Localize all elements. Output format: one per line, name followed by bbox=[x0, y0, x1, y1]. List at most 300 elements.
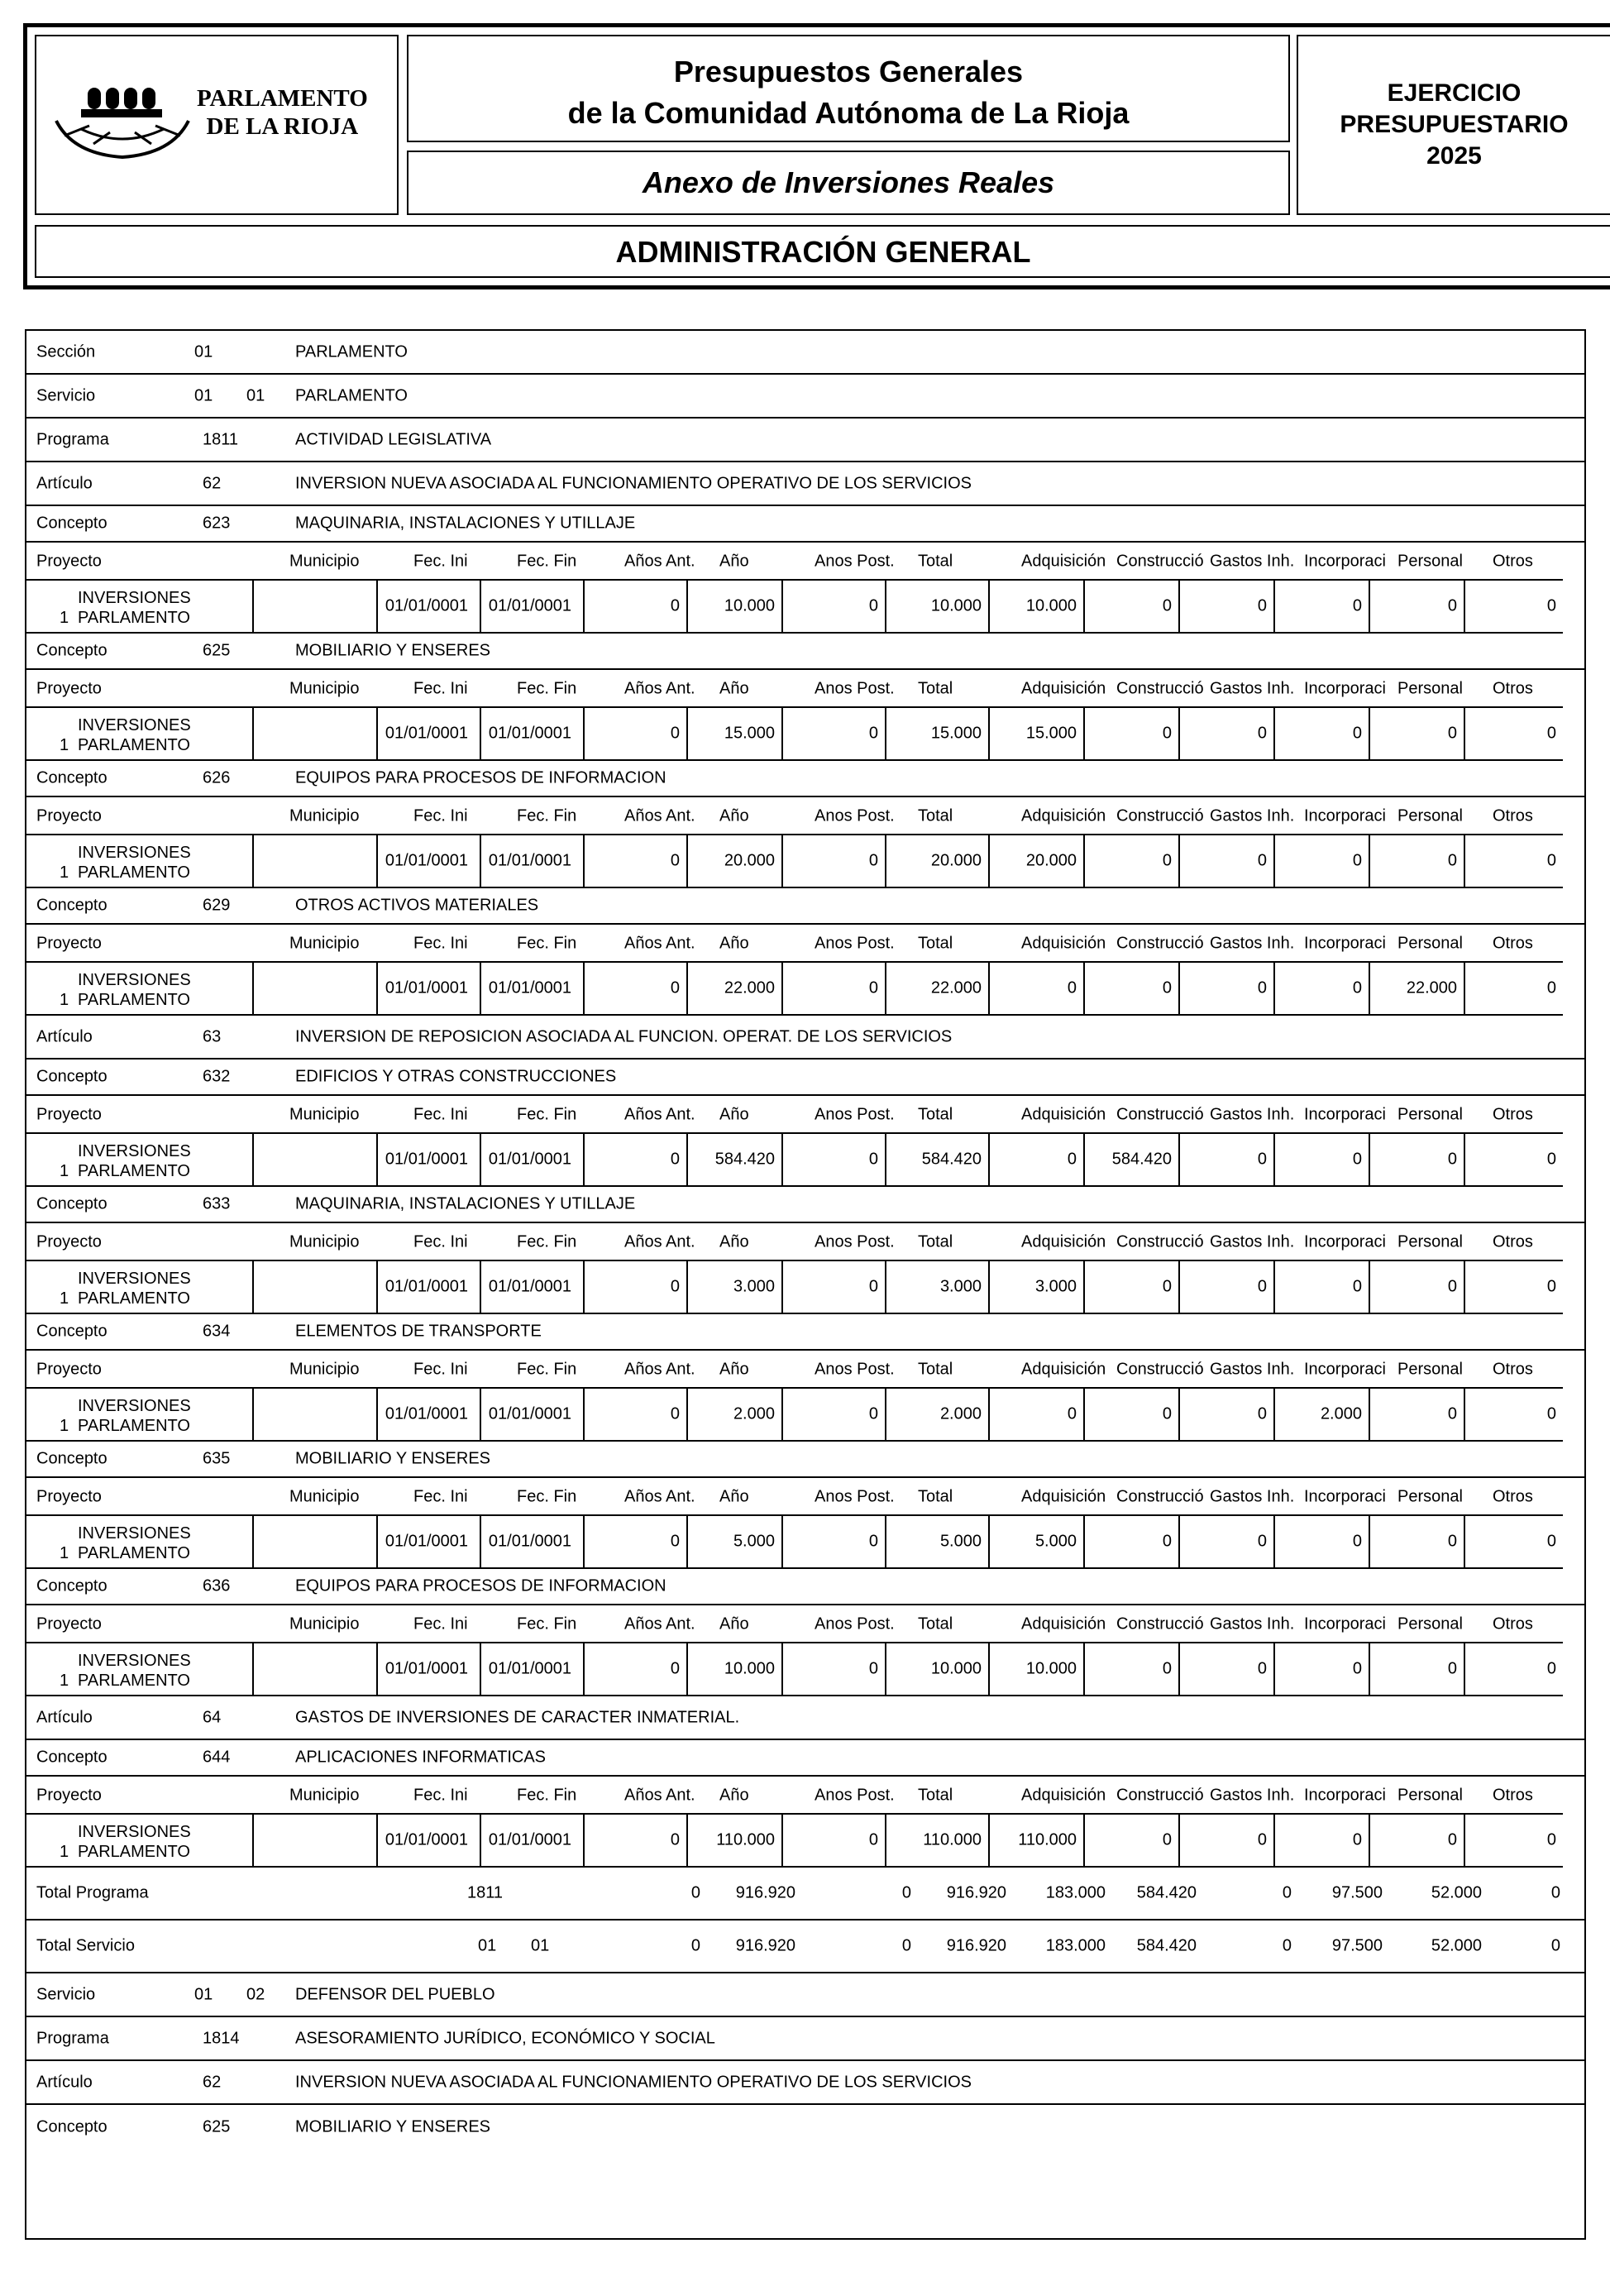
title-line2: de la Comunidad Autónoma de La Rioja bbox=[567, 96, 1130, 130]
cell-anos-post bbox=[781, 579, 886, 634]
value-anos-post: 0 bbox=[868, 1277, 878, 1296]
concepto-row-name: APLICACIONES INFORMATICAS bbox=[295, 1748, 547, 1767]
cell-personal bbox=[1369, 579, 1465, 634]
value-anos-ant: 0 bbox=[670, 1404, 680, 1423]
cell-fec-fin bbox=[480, 834, 585, 888]
concepto-row-label: Concepto bbox=[36, 1748, 107, 1767]
concepto-row bbox=[25, 634, 1586, 670]
cell-otros bbox=[1464, 961, 1563, 1016]
value-gastos-inh: 0 bbox=[1257, 1404, 1267, 1423]
column-header: Otros bbox=[1493, 1105, 1533, 1124]
cell-total bbox=[885, 579, 990, 634]
value-fec-ini: 01/01/0001 bbox=[385, 1150, 468, 1169]
servicio2-row-label: Servicio bbox=[36, 1985, 96, 2003]
column-header: Construcció bbox=[1116, 679, 1204, 698]
cell-construccion bbox=[1083, 1514, 1180, 1569]
project-name-line2: PARLAMENTO bbox=[78, 1843, 190, 1861]
project-name-line2: PARLAMENTO bbox=[78, 991, 190, 1009]
column-header: Otros bbox=[1493, 1786, 1533, 1805]
programa2-row-label: Programa bbox=[36, 2029, 109, 2047]
value-anos-ant: 0 bbox=[670, 1830, 680, 1849]
column-header: Personal bbox=[1397, 934, 1463, 953]
concepto-row-code: 636 bbox=[203, 1576, 231, 1595]
column-header: Personal bbox=[1397, 1487, 1463, 1506]
project-name-cell bbox=[25, 579, 254, 634]
cell-otros bbox=[1464, 1642, 1563, 1696]
value-adquisicion: 10.000 bbox=[1025, 596, 1077, 615]
column-header: Proyecto bbox=[36, 1786, 102, 1805]
cell-fec-fin bbox=[480, 961, 585, 1016]
column-header: Adquisición bbox=[1021, 1487, 1106, 1506]
value-fec-ini: 01/01/0001 bbox=[385, 978, 468, 997]
column-header: Fec. Fin bbox=[517, 1360, 577, 1379]
value-otros: 0 bbox=[1546, 1404, 1556, 1423]
column-header: Total bbox=[918, 1487, 953, 1506]
column-header: Fec. Ini bbox=[413, 806, 468, 825]
project-number: 1 bbox=[60, 736, 69, 754]
column-header: Otros bbox=[1493, 806, 1533, 825]
value-adquisicion: 5.000 bbox=[1034, 1532, 1077, 1551]
servicio-row-code: 01 bbox=[246, 386, 265, 404]
value-adquisicion: 15.000 bbox=[1025, 724, 1077, 743]
cell-otros bbox=[1464, 1514, 1563, 1569]
column-header: Año bbox=[719, 1786, 749, 1805]
cell-anos-post bbox=[781, 1642, 886, 1696]
year-line1: EJERCICIO bbox=[1387, 79, 1522, 107]
total-programa-row-anos_ant: 0 bbox=[690, 1883, 700, 1902]
cell-fec-fin bbox=[480, 1813, 585, 1868]
cell-adquisicion bbox=[988, 1813, 1085, 1868]
column-header: Fec. Fin bbox=[517, 1105, 577, 1124]
cell-municipio bbox=[252, 834, 378, 888]
concepto-row-code: 632 bbox=[203, 1067, 231, 1086]
column-header: Personal bbox=[1397, 552, 1463, 571]
column-header: Otros bbox=[1493, 1232, 1533, 1251]
admin-title: ADMINISTRACIÓN GENERAL bbox=[35, 225, 1610, 278]
cell-anos-ant bbox=[583, 706, 688, 761]
column-header: Gastos Inh. bbox=[1210, 679, 1295, 698]
cell-personal bbox=[1369, 1813, 1465, 1868]
project-name-line2: PARLAMENTO bbox=[78, 609, 190, 627]
cell-personal bbox=[1369, 961, 1465, 1016]
concepto-row-name: EQUIPOS PARA PROCESOS DE INFORMACION bbox=[295, 1576, 666, 1595]
column-header: Municipio bbox=[289, 806, 360, 825]
value-anos-post: 0 bbox=[868, 724, 878, 743]
concepto-row-label: Concepto bbox=[36, 641, 107, 660]
value-anos-ant: 0 bbox=[670, 1532, 680, 1551]
cell-gastos-inh bbox=[1178, 579, 1275, 634]
cell-total bbox=[885, 1387, 990, 1442]
total-servicio-row-personal: 52.000 bbox=[1431, 1936, 1482, 1955]
cell-personal bbox=[1369, 834, 1465, 888]
value-incorporacion: 0 bbox=[1352, 1830, 1362, 1849]
value-construccion: 0 bbox=[1162, 1659, 1172, 1678]
cell-fec-ini bbox=[376, 1387, 481, 1442]
cell-incorporacion bbox=[1273, 961, 1370, 1016]
value-personal: 0 bbox=[1447, 724, 1457, 743]
year-line2: PRESUPUESTARIO bbox=[1340, 111, 1569, 138]
value-anos-ant: 0 bbox=[670, 978, 680, 997]
project-name-line2: PARLAMENTO bbox=[78, 1417, 190, 1435]
value-fec-fin: 01/01/0001 bbox=[488, 978, 571, 997]
cell-personal bbox=[1369, 1132, 1465, 1187]
value-personal: 0 bbox=[1447, 851, 1457, 870]
column-header: Municipio bbox=[289, 1786, 360, 1805]
value-gastos-inh: 0 bbox=[1257, 851, 1267, 870]
value-adquisicion: 0 bbox=[1067, 978, 1077, 997]
column-header: Construcció bbox=[1116, 1360, 1204, 1379]
total-programa-row-construccion: 584.420 bbox=[1136, 1883, 1197, 1902]
cell-incorporacion bbox=[1273, 706, 1370, 761]
total-programa-row-anos_post: 0 bbox=[901, 1883, 911, 1902]
project-name-line1: INVERSIONES bbox=[78, 1823, 191, 1841]
articulo-row bbox=[25, 1016, 1586, 1060]
value-incorporacion: 0 bbox=[1352, 1532, 1362, 1551]
cell-municipio bbox=[252, 1260, 378, 1314]
column-header: Proyecto bbox=[36, 1614, 102, 1634]
value-incorporacion: 0 bbox=[1352, 1150, 1362, 1169]
value-fec-fin: 01/01/0001 bbox=[488, 851, 571, 870]
column-header-row bbox=[25, 797, 1586, 835]
value-total: 10.000 bbox=[930, 596, 982, 615]
value-total: 15.000 bbox=[930, 724, 982, 743]
title-box bbox=[407, 35, 1290, 142]
cell-adquisicion bbox=[988, 706, 1085, 761]
total-programa-row bbox=[25, 1868, 1586, 1921]
value-total: 10.000 bbox=[930, 1659, 982, 1678]
column-header: Gastos Inh. bbox=[1210, 552, 1295, 571]
fiscal-year-box bbox=[1297, 35, 1610, 215]
project-name-cell bbox=[25, 1387, 254, 1442]
value-anos-post: 0 bbox=[868, 1150, 878, 1169]
column-header: Adquisición bbox=[1021, 1614, 1106, 1634]
column-header: Proyecto bbox=[36, 1105, 102, 1124]
cell-adquisicion bbox=[988, 1132, 1085, 1187]
cell-gastos-inh bbox=[1178, 706, 1275, 761]
concepto-row bbox=[25, 761, 1586, 797]
project-name-cell bbox=[25, 834, 254, 888]
value-incorporacion: 0 bbox=[1352, 978, 1362, 997]
column-header: Incorporaci bbox=[1304, 1232, 1386, 1251]
column-header: Personal bbox=[1397, 679, 1463, 698]
column-header: Fec. Fin bbox=[517, 1786, 577, 1805]
total-programa-row-ano: 916.920 bbox=[735, 1883, 795, 1902]
cell-total bbox=[885, 834, 990, 888]
total-servicio-row-construccion: 584.420 bbox=[1136, 1936, 1197, 1955]
column-header: Años Ant. bbox=[624, 1487, 695, 1506]
value-anos-ant: 0 bbox=[670, 1659, 680, 1678]
column-header: Construcció bbox=[1116, 552, 1204, 571]
column-header: Gastos Inh. bbox=[1210, 1614, 1295, 1634]
column-header: Otros bbox=[1493, 1360, 1533, 1379]
column-header: Municipio bbox=[289, 1360, 360, 1379]
servicio2-row-name: DEFENSOR DEL PUEBLO bbox=[295, 1985, 495, 2003]
articulo-row-code: 63 bbox=[203, 1027, 222, 1045]
concepto-row-code: 635 bbox=[203, 1449, 231, 1468]
servicio-row-name: PARLAMENTO bbox=[295, 386, 408, 404]
cell-construccion bbox=[1083, 1642, 1180, 1696]
cell-anos-ant bbox=[583, 579, 688, 634]
cell-ano bbox=[686, 961, 783, 1016]
cell-incorporacion bbox=[1273, 1132, 1370, 1187]
column-header: Incorporaci bbox=[1304, 1360, 1386, 1379]
column-header: Total bbox=[918, 1786, 953, 1805]
value-otros: 0 bbox=[1546, 1277, 1556, 1296]
total-servicio-row-anos_ant: 0 bbox=[690, 1936, 700, 1955]
value-total: 110.000 bbox=[923, 1830, 982, 1849]
cell-anos-ant bbox=[583, 1260, 688, 1314]
value-fec-fin: 01/01/0001 bbox=[488, 1532, 571, 1551]
column-header: Año bbox=[719, 679, 749, 698]
cell-incorporacion bbox=[1273, 1514, 1370, 1569]
concepto-row bbox=[25, 1060, 1586, 1096]
value-anos-post: 0 bbox=[868, 1404, 878, 1423]
cell-otros bbox=[1464, 1387, 1563, 1442]
column-header: Gastos Inh. bbox=[1210, 806, 1295, 825]
value-gastos-inh: 0 bbox=[1257, 1532, 1267, 1551]
articulo2-row-name: INVERSION NUEVA ASOCIADA AL FUNCIONAMIENTO OPERATIVO DE LOS SERVICIOS bbox=[295, 2073, 972, 2091]
logo-text-line2: DE LA RIOJA bbox=[206, 113, 359, 140]
value-adquisicion: 20.000 bbox=[1025, 851, 1077, 870]
value-anos-post: 0 bbox=[868, 978, 878, 997]
column-header: Total bbox=[918, 679, 953, 698]
cell-anos-ant bbox=[583, 1642, 688, 1696]
cell-fec-fin bbox=[480, 1132, 585, 1187]
column-header: Año bbox=[719, 1105, 749, 1124]
project-name-line2: PARLAMENTO bbox=[78, 736, 190, 754]
column-header: Total bbox=[918, 1105, 953, 1124]
value-ano: 22.000 bbox=[724, 978, 775, 997]
cell-personal bbox=[1369, 706, 1465, 761]
column-header: Gastos Inh. bbox=[1210, 1360, 1295, 1379]
total-servicio-row-incorporacion: 97.500 bbox=[1331, 1936, 1383, 1955]
value-otros: 0 bbox=[1546, 1830, 1556, 1849]
column-header: Municipio bbox=[289, 679, 360, 698]
cell-municipio bbox=[252, 961, 378, 1016]
concepto-row-name: OTROS ACTIVOS MATERIALES bbox=[295, 896, 539, 915]
column-header: Anos Post. bbox=[815, 1614, 895, 1634]
concepto-row-label: Concepto bbox=[36, 1449, 107, 1468]
column-header: Personal bbox=[1397, 1614, 1463, 1634]
cell-incorporacion bbox=[1273, 834, 1370, 888]
value-total: 3.000 bbox=[939, 1277, 982, 1296]
cell-total bbox=[885, 706, 990, 761]
articulo-row-code: 64 bbox=[203, 1708, 222, 1726]
column-header: Construcció bbox=[1116, 934, 1204, 953]
value-gastos-inh: 0 bbox=[1257, 978, 1267, 997]
total-programa-row-adquisicion: 183.000 bbox=[1045, 1883, 1106, 1902]
column-header: Adquisición bbox=[1021, 1105, 1106, 1124]
value-anos-ant: 0 bbox=[670, 724, 680, 743]
cell-adquisicion bbox=[988, 1260, 1085, 1314]
total-programa-row-personal: 52.000 bbox=[1431, 1883, 1482, 1902]
column-header: Proyecto bbox=[36, 806, 102, 825]
project-name-cell bbox=[25, 1260, 254, 1314]
column-header: Proyecto bbox=[36, 679, 102, 698]
project-name-line2: PARLAMENTO bbox=[78, 863, 190, 882]
cell-gastos-inh bbox=[1178, 1813, 1275, 1868]
concepto-row-name: ELEMENTOS DE TRANSPORTE bbox=[295, 1322, 542, 1341]
concepto-row bbox=[25, 1314, 1586, 1351]
column-header: Años Ant. bbox=[624, 1105, 695, 1124]
value-gastos-inh: 0 bbox=[1257, 1150, 1267, 1169]
column-header: Incorporaci bbox=[1304, 1487, 1386, 1506]
cell-otros bbox=[1464, 1132, 1563, 1187]
cell-total bbox=[885, 1642, 990, 1696]
title-line1: Presupuestos Generales bbox=[673, 55, 1024, 88]
cell-total bbox=[885, 1260, 990, 1314]
column-header: Año bbox=[719, 934, 749, 953]
value-anos-ant: 0 bbox=[670, 1277, 680, 1296]
concepto-row bbox=[25, 888, 1586, 925]
project-number: 1 bbox=[60, 1672, 69, 1690]
column-header: Año bbox=[719, 552, 749, 571]
column-header: Municipio bbox=[289, 1614, 360, 1634]
column-header: Municipio bbox=[289, 934, 360, 953]
cell-fec-fin bbox=[480, 1514, 585, 1569]
cell-fec-fin bbox=[480, 1387, 585, 1442]
concepto-row-code: 625 bbox=[203, 641, 231, 660]
column-header: Construcció bbox=[1116, 1614, 1204, 1634]
column-header: Fec. Fin bbox=[517, 679, 577, 698]
project-name-line1: INVERSIONES bbox=[78, 1652, 191, 1670]
cell-ano bbox=[686, 1514, 783, 1569]
column-header: Municipio bbox=[289, 552, 360, 571]
concepto-row-code: 626 bbox=[203, 768, 231, 787]
cell-gastos-inh bbox=[1178, 1260, 1275, 1314]
column-header-row bbox=[25, 1223, 1586, 1261]
cell-anos-post bbox=[781, 961, 886, 1016]
value-ano: 584.420 bbox=[714, 1150, 775, 1169]
total-servicio-row-label: Total Servicio bbox=[36, 1936, 135, 1955]
value-ano: 10.000 bbox=[724, 596, 775, 615]
value-anos-post: 0 bbox=[868, 851, 878, 870]
value-total: 584.420 bbox=[921, 1150, 982, 1169]
programa-row-label: Programa bbox=[36, 430, 109, 448]
value-fec-ini: 01/01/0001 bbox=[385, 1659, 468, 1678]
concepto-row-code: 629 bbox=[203, 896, 231, 915]
column-header: Adquisición bbox=[1021, 1360, 1106, 1379]
concepto-row-label: Concepto bbox=[36, 514, 107, 533]
concepto-row-label: Concepto bbox=[36, 1322, 107, 1341]
cell-personal bbox=[1369, 1514, 1465, 1569]
value-total: 5.000 bbox=[939, 1532, 982, 1551]
project-number: 1 bbox=[60, 991, 69, 1009]
value-fec-fin: 01/01/0001 bbox=[488, 596, 571, 615]
concepto-row-label: Concepto bbox=[36, 768, 107, 787]
value-total: 22.000 bbox=[930, 978, 982, 997]
total-programa-row-label: Total Programa bbox=[36, 1883, 149, 1902]
value-otros: 0 bbox=[1546, 596, 1556, 615]
cell-ano bbox=[686, 1260, 783, 1314]
cell-municipio bbox=[252, 1387, 378, 1442]
project-number: 1 bbox=[60, 609, 69, 627]
value-fec-ini: 01/01/0001 bbox=[385, 596, 468, 615]
column-header: Fec. Fin bbox=[517, 1232, 577, 1251]
servicio-row-code: 01 bbox=[194, 386, 213, 404]
column-header: Anos Post. bbox=[815, 1360, 895, 1379]
cell-fec-ini bbox=[376, 1813, 481, 1868]
concepto-row-name: EDIFICIOS Y OTRAS CONSTRUCCIONES bbox=[295, 1067, 617, 1086]
servicio2-row-code: 02 bbox=[246, 1985, 265, 2003]
column-header: Fec. Ini bbox=[413, 1487, 468, 1506]
value-adquisicion: 0 bbox=[1067, 1150, 1077, 1169]
concepto-row-code: 644 bbox=[203, 1748, 231, 1767]
value-personal: 0 bbox=[1447, 1277, 1457, 1296]
column-header: Fec. Ini bbox=[413, 1614, 468, 1634]
project-name-line1: INVERSIONES bbox=[78, 971, 191, 989]
column-header: Otros bbox=[1493, 934, 1533, 953]
value-anos-ant: 0 bbox=[670, 851, 680, 870]
column-header: Gastos Inh. bbox=[1210, 1232, 1295, 1251]
column-header: Municipio bbox=[289, 1232, 360, 1251]
cell-otros bbox=[1464, 834, 1563, 888]
column-header: Año bbox=[719, 1232, 749, 1251]
value-anos-post: 0 bbox=[868, 1659, 878, 1678]
project-name-line1: INVERSIONES bbox=[78, 716, 191, 734]
total-programa-row-code: 1811 bbox=[467, 1883, 504, 1902]
value-fec-ini: 01/01/0001 bbox=[385, 1277, 468, 1296]
concepto2-row bbox=[25, 2105, 1586, 2149]
cell-adquisicion bbox=[988, 1387, 1085, 1442]
cell-total bbox=[885, 961, 990, 1016]
cell-fec-ini bbox=[376, 1260, 481, 1314]
value-gastos-inh: 0 bbox=[1257, 596, 1267, 615]
cell-fec-ini bbox=[376, 1514, 481, 1569]
cell-adquisicion bbox=[988, 1642, 1085, 1696]
cell-anos-ant bbox=[583, 1514, 688, 1569]
column-header: Años Ant. bbox=[624, 552, 695, 571]
project-number: 1 bbox=[60, 1162, 69, 1180]
total-servicio-row-ano: 916.920 bbox=[735, 1936, 795, 1955]
value-fec-fin: 01/01/0001 bbox=[488, 724, 571, 743]
column-header-row bbox=[25, 1478, 1586, 1516]
column-header: Fec. Ini bbox=[413, 1232, 468, 1251]
value-incorporacion: 0 bbox=[1352, 1277, 1362, 1296]
column-header: Proyecto bbox=[36, 934, 102, 953]
servicio2-row-code: 01 bbox=[194, 1985, 213, 2003]
column-header: Total bbox=[918, 806, 953, 825]
cell-anos-ant bbox=[583, 834, 688, 888]
articulo-row bbox=[25, 462, 1586, 506]
column-header: Gastos Inh. bbox=[1210, 1786, 1295, 1805]
value-fec-ini: 01/01/0001 bbox=[385, 724, 468, 743]
concepto-row bbox=[25, 1740, 1586, 1777]
cell-fec-fin bbox=[480, 1642, 585, 1696]
cell-total bbox=[885, 1813, 990, 1868]
column-header: Otros bbox=[1493, 679, 1533, 698]
total-servicio-row-otros: 0 bbox=[1550, 1936, 1560, 1955]
value-fec-ini: 01/01/0001 bbox=[385, 1532, 468, 1551]
programa-row-code: 1811 bbox=[203, 430, 239, 448]
cell-anos-post bbox=[781, 1132, 886, 1187]
subtitle: Anexo de Inversiones Reales bbox=[407, 151, 1290, 215]
programa2-row bbox=[25, 2017, 1586, 2061]
value-construccion: 0 bbox=[1162, 1277, 1172, 1296]
programa-row-name: ACTIVIDAD LEGISLATIVA bbox=[295, 430, 492, 448]
value-personal: 0 bbox=[1447, 1404, 1457, 1423]
cell-ano bbox=[686, 1132, 783, 1187]
project-name-line2: PARLAMENTO bbox=[78, 1289, 190, 1308]
cell-anos-post bbox=[781, 1260, 886, 1314]
value-otros: 0 bbox=[1546, 1150, 1556, 1169]
column-header: Construcció bbox=[1116, 1487, 1204, 1506]
articulo-row-name: INVERSION NUEVA ASOCIADA AL FUNCIONAMIENTO OPERATIVO DE LOS SERVICIOS bbox=[295, 474, 972, 492]
cell-incorporacion bbox=[1273, 1260, 1370, 1314]
cell-gastos-inh bbox=[1178, 834, 1275, 888]
project-name-line1: INVERSIONES bbox=[78, 1524, 191, 1543]
seccion-row bbox=[25, 331, 1586, 375]
